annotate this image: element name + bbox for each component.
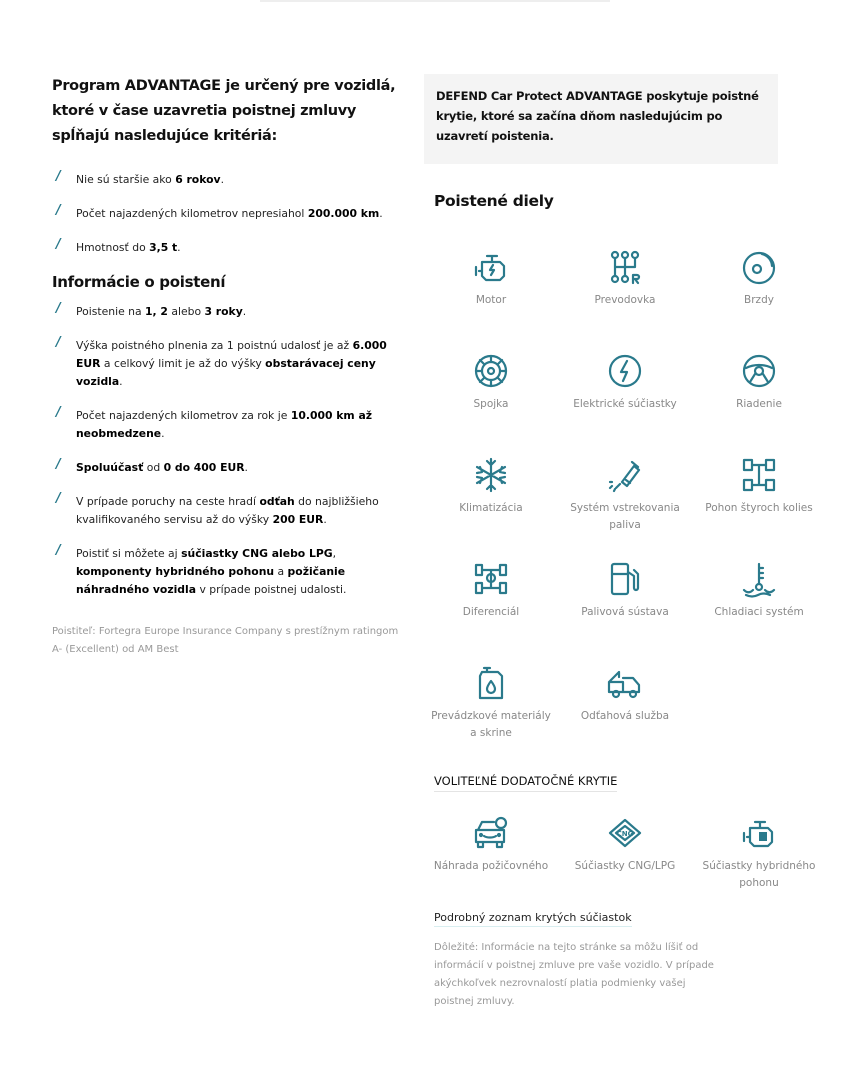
list-item [52, 545, 402, 599]
part-label: Náhrada požičovného [433, 860, 549, 872]
part-label: Odťahová služba [580, 710, 670, 722]
slash-bullet-icon: / [56, 405, 61, 420]
text: Nie sú staršie ako [76, 173, 176, 186]
hybrid-engine-icon [740, 814, 778, 852]
part-item [558, 814, 692, 906]
text: . [323, 513, 327, 526]
bold-text: obstarávacej ceny vozidla [76, 357, 376, 388]
bold-text: 6.000 EUR [76, 339, 387, 370]
text: , [332, 547, 337, 560]
part-item [558, 248, 692, 352]
coolant-icon [740, 560, 778, 598]
text: a [274, 565, 288, 578]
part-label: Spojka [473, 398, 509, 410]
cng-icon [606, 814, 644, 852]
text: od [143, 461, 164, 474]
bold-text: 3,5 t [149, 241, 178, 254]
slash-bullet-icon: / [56, 457, 61, 472]
text: Poistenie na [76, 305, 146, 318]
text: . [379, 207, 383, 220]
list-item [52, 205, 402, 223]
part-label: Chladiaci systém [714, 606, 804, 618]
list-item [52, 171, 402, 189]
text: Hmotnosť do [76, 241, 150, 254]
text: v prípade poistnej udalosti. [196, 583, 347, 596]
list-item [52, 337, 402, 391]
part-item [558, 560, 692, 664]
bold-text: komponenty hybridného pohonu [76, 565, 275, 578]
part-label: Elektrické súčiastky [573, 398, 677, 410]
differential-icon [472, 560, 510, 598]
coverage-box: DEFEND Car Protect ADVANTAGE poskytuje poistné krytie, ktoré sa začína dňom nasledujúcim po uzavretí poistenia. [424, 74, 778, 164]
rental-car-icon [472, 814, 510, 852]
electric-icon [606, 352, 644, 390]
text: do najbližšieho kvalifikovaného servisu až do výšky [76, 495, 379, 526]
part-item [692, 456, 826, 560]
text: Výška poistného plnenia za 1 poistnú udalosť je až [76, 339, 353, 352]
part-label: Brzdy [744, 294, 774, 306]
clutch-icon [472, 352, 510, 390]
tow-truck-icon [606, 664, 644, 702]
part-label: Riadenie [736, 398, 782, 410]
bold-text: 3 roky [204, 305, 243, 318]
part-label: Motor [475, 294, 507, 306]
part-label: Prevodovka [594, 294, 656, 306]
part-label: Palivová sústava [581, 606, 669, 618]
part-label: Systém vstrekovania paliva [570, 502, 680, 531]
4wd-icon [740, 456, 778, 494]
part-item [424, 352, 558, 456]
slash-bullet-icon: / [56, 301, 61, 316]
info-heading: Informácie o poistení [52, 273, 226, 291]
part-item [424, 456, 558, 560]
bold-text: 6 rokov [175, 173, 221, 186]
part-item [558, 456, 692, 560]
detail-list-link[interactable]: Podrobný zoznam krytých súčiastok [434, 911, 632, 927]
part-label: Klimatizácia [459, 502, 523, 514]
part-label: Diferenciál [462, 606, 520, 618]
part-item [558, 352, 692, 456]
part-label: Pohon štyroch kolies [705, 502, 813, 514]
injector-icon [606, 456, 644, 494]
part-label: Prevádzkové materiály a skrine [431, 710, 551, 739]
bold-text: 200.000 km [307, 207, 380, 220]
svg-text:CNG: CNG [616, 830, 634, 838]
brake-icon [740, 248, 778, 286]
bold-text: 200 EUR [272, 513, 324, 526]
info-list [52, 303, 402, 599]
insurer-note: Poistiteľ: Fortegra Europe Insurance Company s prestížnym ratingom A- (Excellent) od AM Best [52, 626, 399, 655]
part-item [692, 560, 826, 664]
parts-grid [424, 248, 824, 768]
slash-bullet-icon: / [56, 169, 61, 184]
parts-title: Poistené diely [434, 192, 554, 210]
oil-can-icon [472, 664, 510, 702]
slash-bullet-icon: / [56, 237, 61, 252]
slash-bullet-icon: / [56, 335, 61, 350]
slash-bullet-icon: / [56, 491, 61, 506]
steering-icon [740, 352, 778, 390]
part-label: Súčiastky hybridného pohonu [702, 860, 816, 889]
bold-text: 10.000 km až neobmedzene [76, 409, 373, 440]
text: . [119, 375, 123, 388]
text: . [242, 305, 247, 318]
text: . [244, 461, 248, 474]
text: . [161, 427, 165, 440]
part-item [424, 664, 558, 768]
text: . [177, 241, 181, 254]
part-item [558, 664, 692, 768]
right-column [424, 74, 824, 1011]
slash-bullet-icon: / [56, 543, 61, 558]
part-item [424, 248, 558, 352]
list-item [52, 239, 402, 257]
list-item [52, 459, 402, 477]
left-column [52, 74, 402, 659]
bold-text: požičanie náhradného vozidla [76, 565, 346, 596]
part-item [692, 248, 826, 352]
criteria-heading: Program ADVANTAGE je určený pre vozidlá, ktoré v čase uzavretia poistnej zmluvy spĺňajú nasledujúce kritériá: [52, 78, 396, 144]
slash-bullet-icon: / [56, 203, 61, 218]
part-item [692, 814, 826, 906]
list-item [52, 493, 402, 529]
snowflake-icon [472, 456, 510, 494]
bold-text: odťah [259, 495, 295, 508]
criteria-list [52, 171, 402, 257]
text: a celkový limit je až do výšky [100, 357, 266, 370]
text: Počet najazdených kilometrov nepresiahol [76, 207, 308, 220]
optional-grid [424, 814, 824, 906]
part-item [424, 560, 558, 664]
bold-text: 0 do 400 EUR [163, 461, 245, 474]
bold-text: súčiastky CNG alebo LPG [181, 547, 333, 560]
important-note: Dôležité: Informácie na tejto stránke sa môžu líšiť od informácií v poistnej zmluve pre vaše vozidlo. V prípade akýchkoľvek nezrovnalostí platia podmienky vašej poistnej zmluvy. [434, 942, 714, 1007]
part-item [692, 352, 826, 456]
gearbox-icon [606, 248, 644, 286]
engine-icon [472, 248, 510, 286]
text: alebo [167, 305, 205, 318]
bold-text: 1, 2 [145, 305, 168, 318]
text: Počet najazdených kilometrov za rok je [76, 409, 291, 422]
text: Poistiť si môžete aj [76, 547, 182, 560]
list-item [52, 303, 402, 321]
list-item [52, 407, 402, 443]
part-label: Súčiastky CNG/LPG [574, 860, 676, 872]
bold-text: Spoluúčasť [76, 461, 144, 474]
fuel-icon [606, 560, 644, 598]
top-divider [260, 0, 610, 2]
part-item [424, 814, 558, 906]
text: V prípade poruchy na ceste hradí [76, 495, 260, 508]
text: . [220, 173, 224, 186]
optional-title: VOLITEĽNÉ DODATOČNÉ KRYTIE [434, 774, 617, 792]
